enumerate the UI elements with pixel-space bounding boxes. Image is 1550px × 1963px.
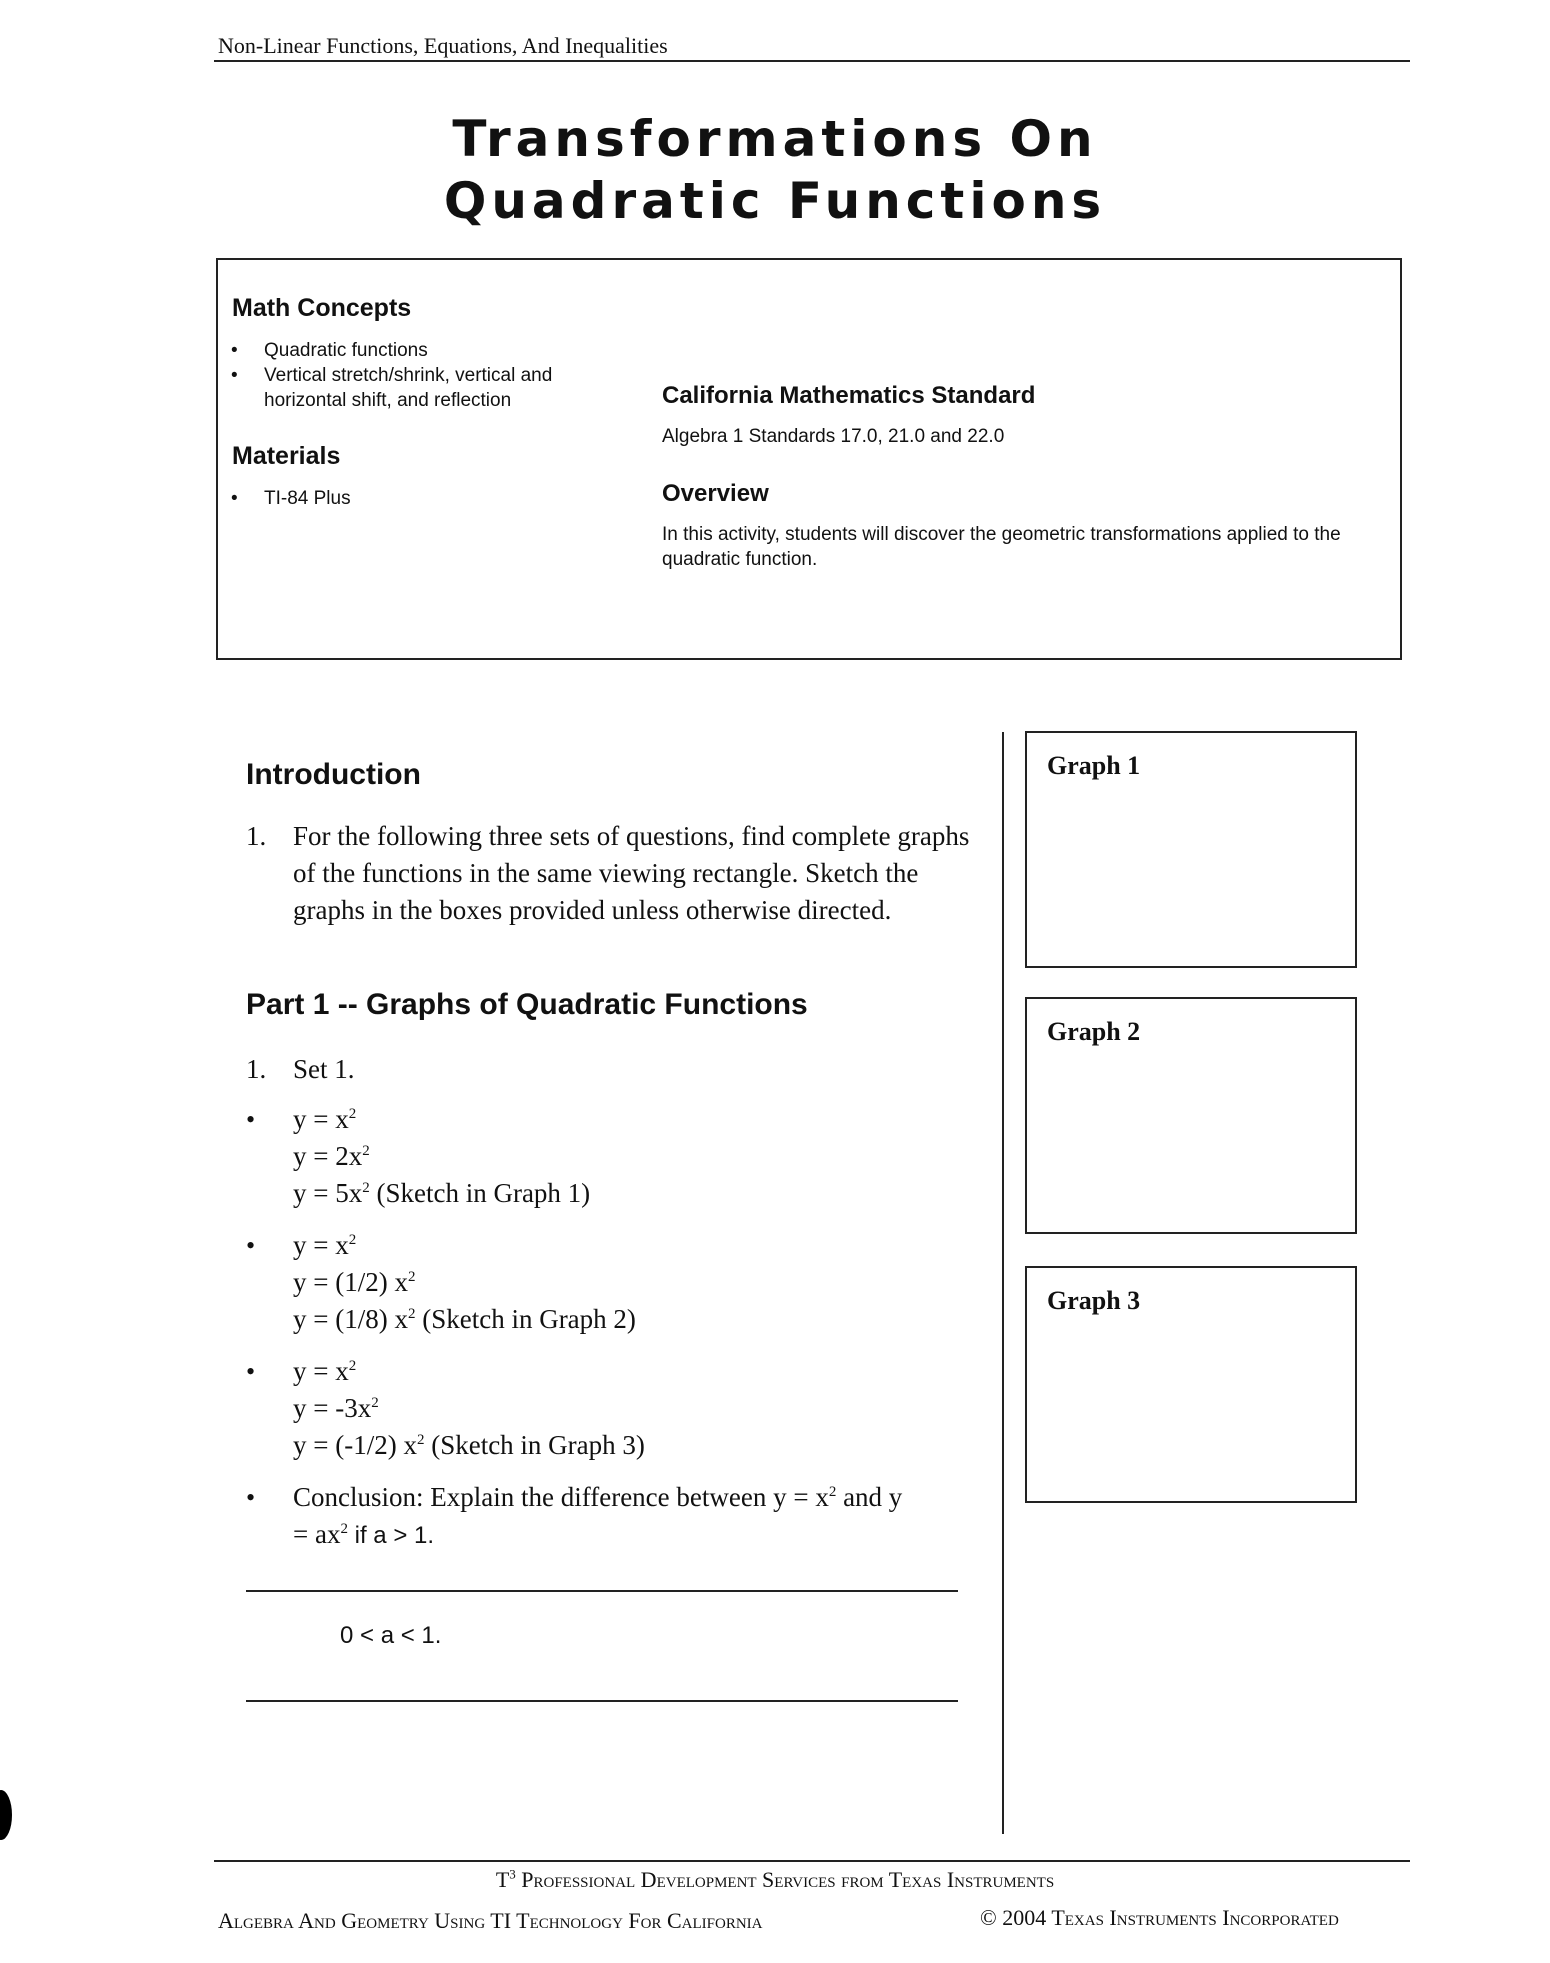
graph-1-box[interactable]	[1025, 731, 1357, 968]
footer-publisher: $T^3$ Professional Development Services from Texas Instruments	[495, 1866, 1055, 1892]
answer-line[interactable]	[246, 1590, 958, 1592]
graph-label: Graph 1	[1047, 751, 1141, 780]
conclusion-item	[246, 1479, 976, 1554]
answer-line[interactable]	[246, 1700, 958, 1702]
list-item: • Quadratic functions	[218, 338, 618, 363]
footer-copyright: © 2004 Texas Instruments Incorporated	[980, 1905, 1339, 1930]
conclusion-line-2: = $ax^2$ if a > 1.	[293, 1519, 435, 1549]
function-group	[246, 1227, 946, 1338]
item-number: 1.	[246, 821, 267, 851]
column-divider	[1002, 732, 1004, 1834]
standard-text: Algebra 1 Standards 17.0, 21.0 and 22.0	[662, 426, 1005, 447]
equation-line: y = (1/8) $x^2$ (Sketch in Graph 2)	[293, 1304, 636, 1334]
set-label: Set 1.	[293, 1054, 355, 1084]
introduction-text: For the following three sets of questions, find complete graphs of the functions in the same viewing rectangle. Sketch the graphs in the boxes provided unless otherwise directed.	[293, 821, 970, 925]
graph-3-box[interactable]	[1025, 1266, 1357, 1503]
math-concepts-list	[218, 338, 618, 413]
header-rule	[214, 60, 1410, 62]
bullet: •	[246, 1483, 256, 1512]
footer-book-title: Algebra And Geometry Using TI Technology For California	[218, 1908, 763, 1933]
equation-line: $y = -3x^2$	[293, 1393, 379, 1423]
math-concepts-heading: Math Concepts	[232, 294, 412, 322]
equation-line: y = (-1/2) $x^2$ (Sketch in Graph 3)	[293, 1430, 645, 1460]
second-case-text: 0 < a < 1.	[340, 1622, 442, 1649]
footer-rule	[214, 1860, 1410, 1862]
page-title	[0, 108, 1550, 232]
equation-line: $y = x^2$	[293, 1356, 357, 1386]
materials-list	[218, 486, 618, 511]
part1-heading: Part 1 -- Graphs of Quadratic Functions	[246, 988, 808, 1021]
function-group	[246, 1101, 946, 1212]
title-line-1: Transformations On	[452, 110, 1098, 168]
equation-line: $y = x^2$	[293, 1230, 357, 1260]
materials-heading: Materials	[232, 442, 341, 470]
set-item	[246, 1051, 355, 1088]
bullet: •	[246, 1105, 256, 1134]
list-item: • TI-84 Plus	[218, 486, 618, 511]
introduction-item	[246, 818, 976, 929]
list-item: • Vertical stretch/shrink, vertical and horizontal shift, and reflection	[218, 363, 618, 413]
title-line-2: Quadratic Functions	[443, 172, 1107, 230]
equation-line: $y = 5x^2$ (Sketch in Graph 1)	[293, 1178, 591, 1208]
binder-hole	[0, 1790, 12, 1840]
graph-label: Graph 2	[1047, 1017, 1141, 1046]
overview-heading: Overview	[662, 480, 769, 507]
overview-text: In this activity, students will discover the geometric transformations applied to the quadratic function.	[662, 524, 1341, 570]
bullet: •	[246, 1357, 256, 1386]
graph-label: Graph 3	[1047, 1286, 1141, 1315]
conclusion-line-1: Conclusion: Explain the difference between $y = x^2$ and y	[293, 1482, 903, 1512]
activity-info-box	[216, 258, 1402, 660]
bullet: •	[246, 1231, 256, 1260]
standard-heading: California Mathematics Standard	[662, 382, 1036, 409]
equation-line: $y = x^2$	[293, 1104, 357, 1134]
equation-line: y = (1/2) $x^2$	[293, 1267, 416, 1297]
graph-2-box[interactable]	[1025, 997, 1357, 1234]
function-group	[246, 1353, 946, 1464]
introduction-heading: Introduction	[246, 758, 421, 791]
equation-line: $y = 2x^2$	[293, 1141, 370, 1171]
running-head: Non-Linear Functions, Equations, And Inequalities	[218, 33, 668, 58]
item-number: 1.	[246, 1054, 267, 1084]
